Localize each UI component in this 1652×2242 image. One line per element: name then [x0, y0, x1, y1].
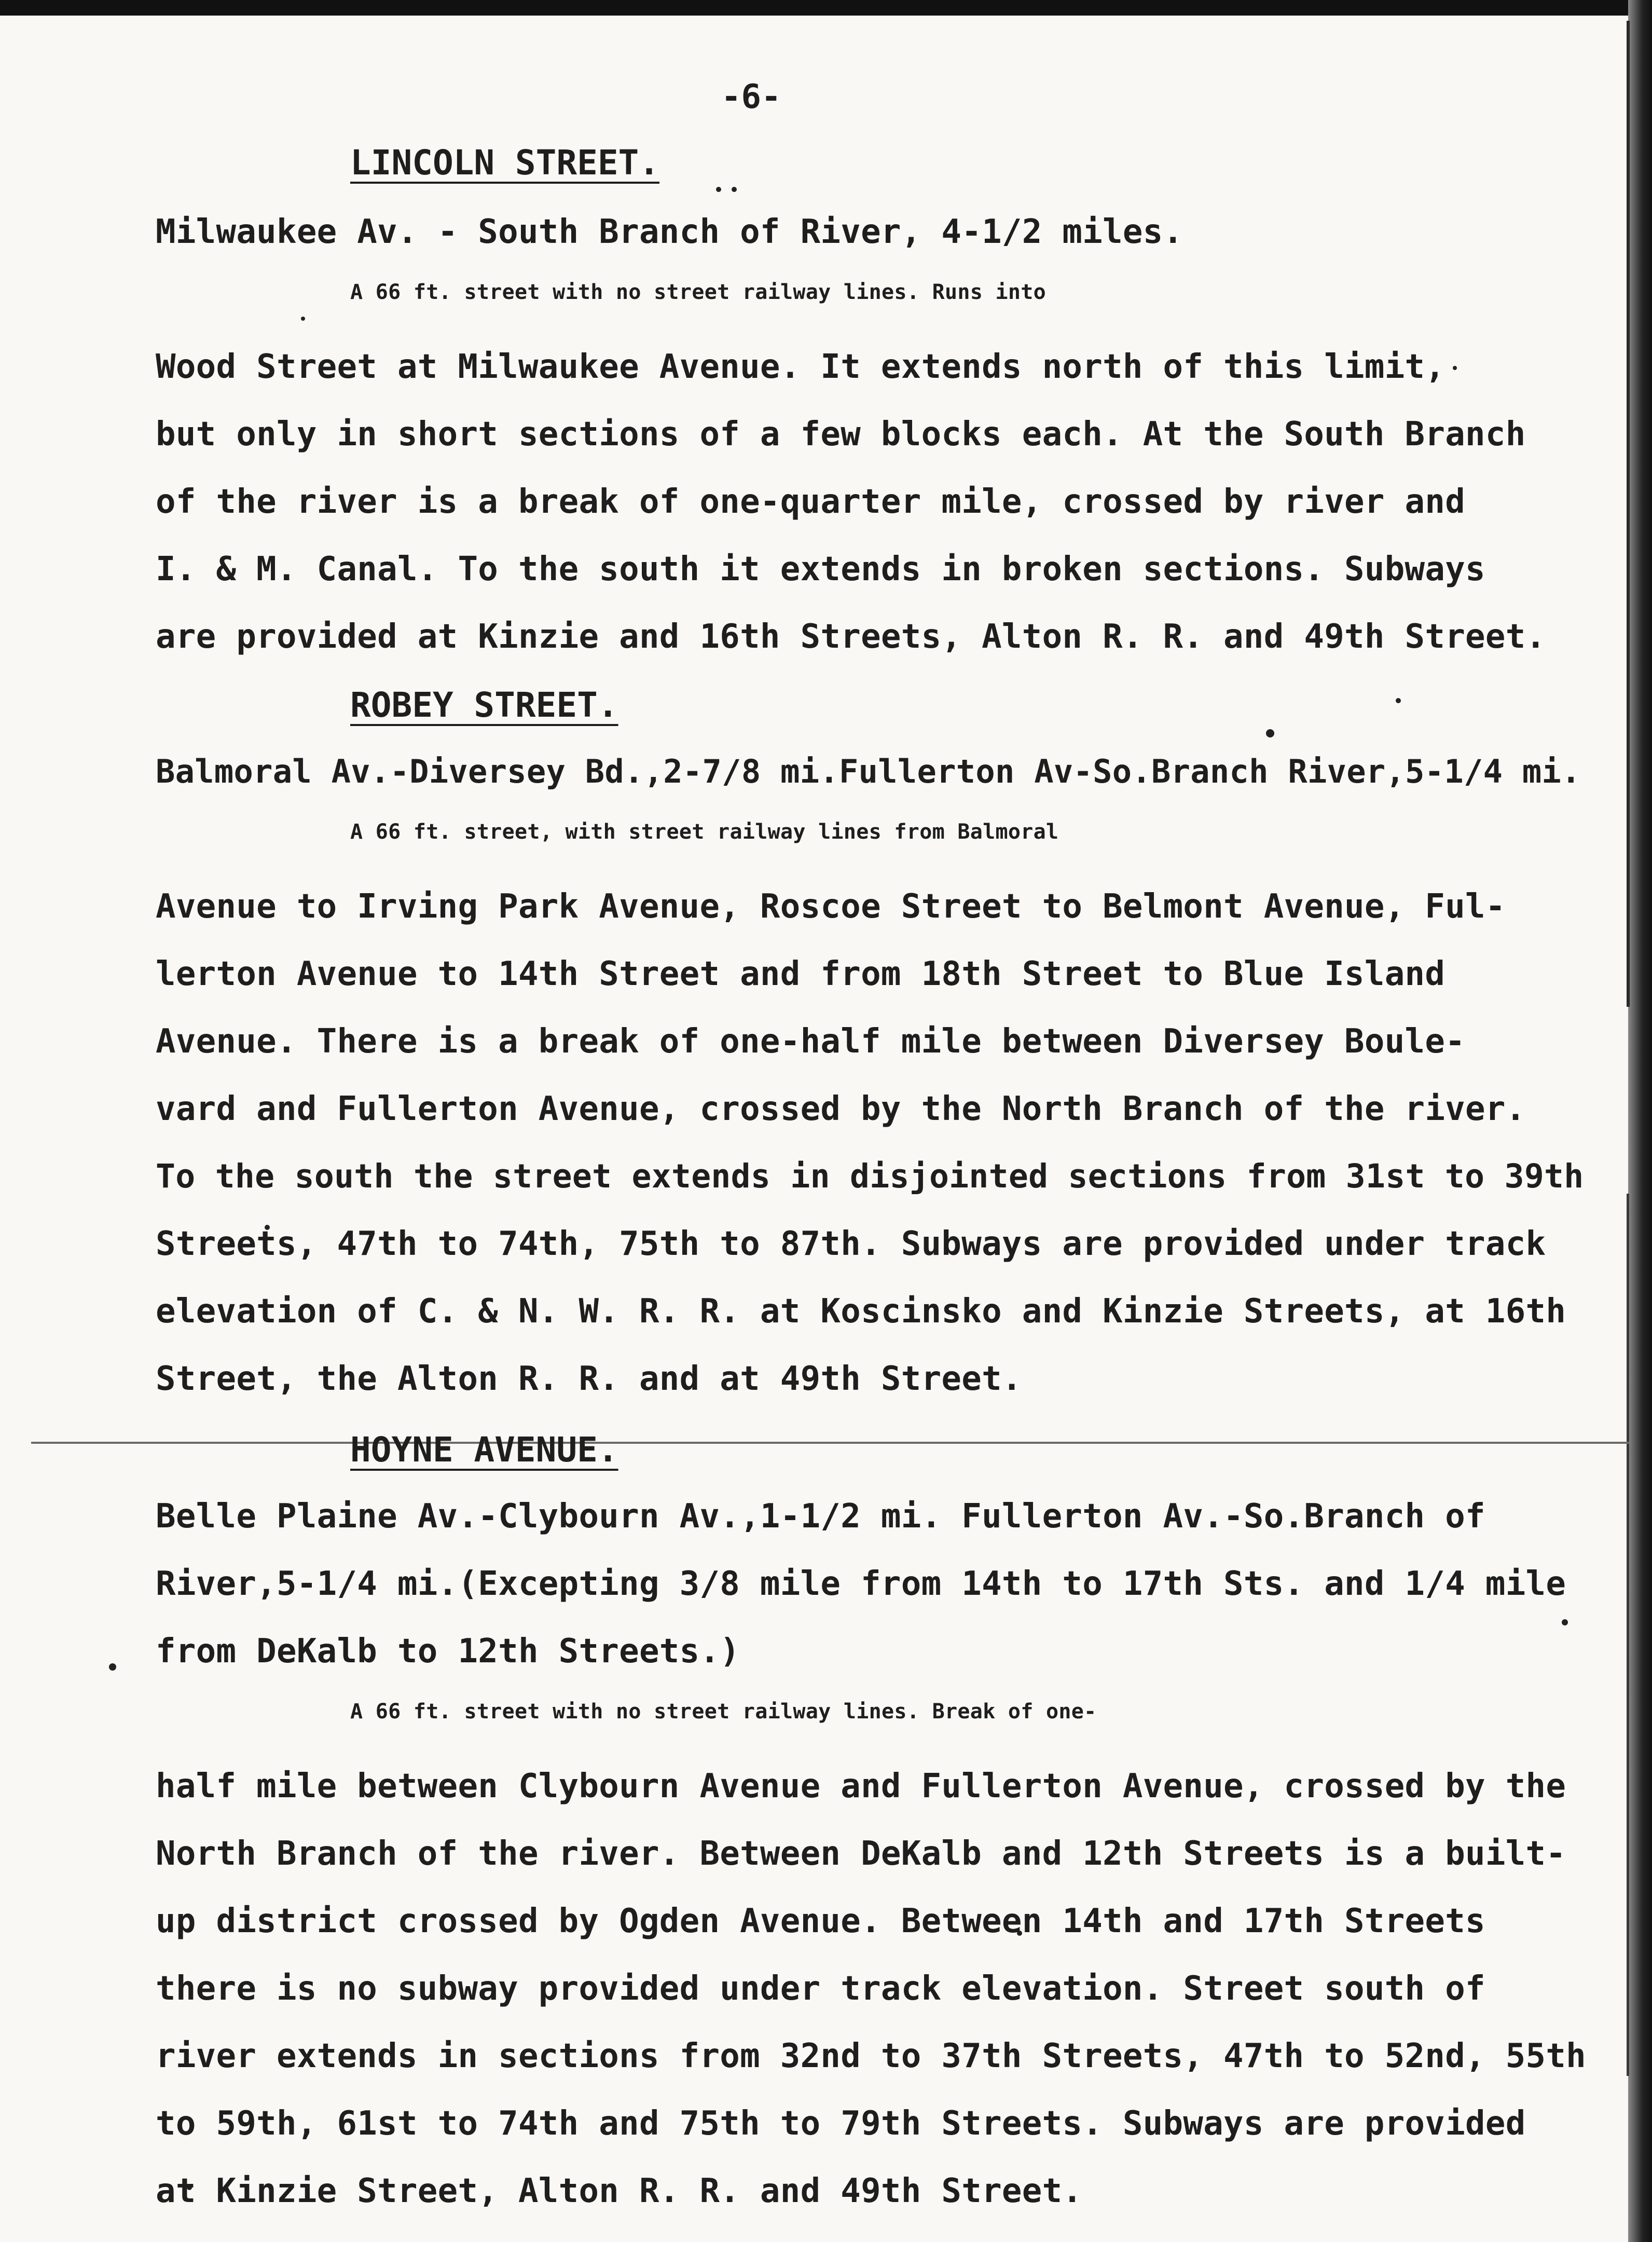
text-line: Wood Street at Milwaukee Avenue. It extends north of this limit, [156, 348, 1446, 386]
scan-speck [732, 187, 737, 192]
text-line: Street, the Alton R. R. and at 49th Street. [156, 1360, 1022, 1398]
section-heading-hoyne-avenue: HOYNE AVENUE. [350, 1430, 618, 1470]
scan-speck [1396, 698, 1401, 703]
text-line: A 66 ft. street with no street railway lines. Break of one- [350, 1700, 1097, 1724]
text-line: up district crossed by Ogden Avenue. Between 14th and 17th Streets [156, 1902, 1485, 1940]
text-line: to 59th, 61st to 74th and 75th to 79th Streets. Subways are provided [156, 2104, 1526, 2143]
text-line: Streets, 47th to 74th, 75th to 87th. Subways are provided under track [156, 1225, 1546, 1263]
margin-rule [1627, 21, 1630, 1007]
scan-speck [109, 1663, 116, 1671]
margin-rule [1627, 1194, 1629, 2076]
text-line: A 66 ft. street, with street railway lines from Balmoral [350, 820, 1059, 844]
scan-speck [301, 317, 305, 321]
text-line: Belle Plaine Av.-Clybourn Av.,1-1/2 mi. Fullerton Av.-So.Branch of [156, 1497, 1485, 1536]
text-line: vard and Fullerton Avenue, crossed by the North Branch of the river. [156, 1090, 1526, 1128]
text-line: but only in short sections of a few blocks each. At the South Branch [156, 415, 1526, 454]
text-line: of the river is a break of one-quarter mile, crossed by river and [156, 483, 1466, 521]
scan-top-border [0, 0, 1652, 16]
text-line: North Branch of the river. Between DeKalb and 12th Streets is a built- [156, 1835, 1566, 1873]
text-line: half mile between Clybourn Avenue and Fullerton Avenue, crossed by the [156, 1767, 1566, 1806]
text-line: River,5-1/4 mi.(Excepting 3/8 mile from 14th to 17th Sts. and 1/4 mile [156, 1565, 1566, 1603]
text-line: Avenue to Irving Park Avenue, Roscoe Street to Belmont Avenue, Ful- [156, 887, 1506, 926]
text-line: elevation of C. & N. W. R. R. at Koscinsko and Kinzie Streets, at 16th [156, 1292, 1566, 1331]
text-line: lerton Avenue to 14th Street and from 18th Street to Blue Island [156, 955, 1446, 993]
section-heading-robey-street: ROBEY STREET. [350, 685, 618, 725]
text-line: I. & M. Canal. To the south it extends in broken sections. Subways [156, 550, 1485, 589]
page-number: -6- [721, 78, 781, 116]
text-line: Milwaukee Av. - South Branch of River, 4-1/2 miles. [156, 213, 1183, 251]
scan-speck [1266, 729, 1274, 737]
scan-speck [716, 187, 721, 192]
text-line: Avenue. There is a break of one-half mile between Diversey Boule- [156, 1022, 1466, 1061]
text-line: Balmoral Av.-Diversey Bd.,2-7/8 mi.Fullerton Av-So.Branch River,5-1/4 mi. [156, 753, 1581, 790]
scan-right-edge [1628, 0, 1652, 2242]
text-line: To the south the street extends in disjointed sections from 31st to 39th [156, 1157, 1584, 1195]
text-line: at Kinzie Street, Alton R. R. and 49th Street. [156, 2172, 1083, 2210]
text-line: from DeKalb to 12th Streets.) [156, 1632, 740, 1671]
text-line: there is no subway provided under track elevation. Street south of [156, 1970, 1485, 2008]
text-line: A 66 ft. street with no street railway lines. Runs into [350, 280, 1047, 304]
text-line: river extends in sections from 32nd to 37th Streets, 47th to 52nd, 55th [156, 2037, 1587, 2075]
section-heading-lincoln-street: LINCOLN STREET. [350, 143, 660, 183]
page-fold-line [31, 1442, 1629, 1444]
text-line: are provided at Kinzie and 16th Streets, Alton R. R. and 49th Street. [156, 618, 1546, 656]
scan-speck [1562, 1619, 1568, 1625]
